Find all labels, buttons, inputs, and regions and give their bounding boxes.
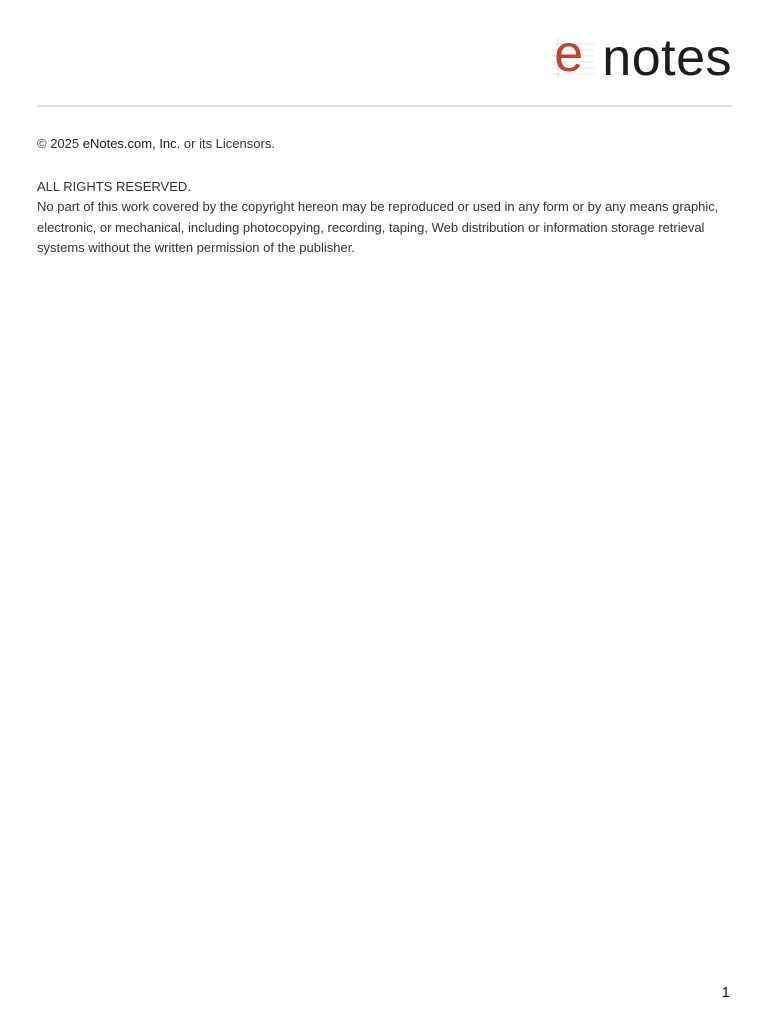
logo-wordmark: notes — [602, 29, 732, 87]
copyright-prefix: © 2025 — [37, 136, 83, 151]
page-number: 1 — [721, 984, 730, 1001]
spacer — [37, 155, 737, 177]
rights-title: ALL RIGHTS RESERVED. — [37, 178, 191, 194]
page-header — [37, 25, 732, 87]
rights-body: No part of this work covered by the copyright hereon may be reproduced or used in any form or by any means graphic, electronic, or mechanical, including photocopying, recording, taping, Web distribution or information storage retrieval systems without the written permission of the publisher. — [37, 199, 719, 255]
copyright-suffix: or its Licensors. — [180, 136, 275, 151]
enotes-logo — [550, 25, 732, 87]
document-body — [37, 134, 737, 259]
header-divider — [37, 105, 732, 107]
copyright-company: eNotes.com, Inc. — [82, 136, 181, 151]
logo-letter-e: e — [554, 25, 584, 83]
logo-e-mark — [550, 25, 596, 83]
copyright-line — [37, 134, 737, 155]
